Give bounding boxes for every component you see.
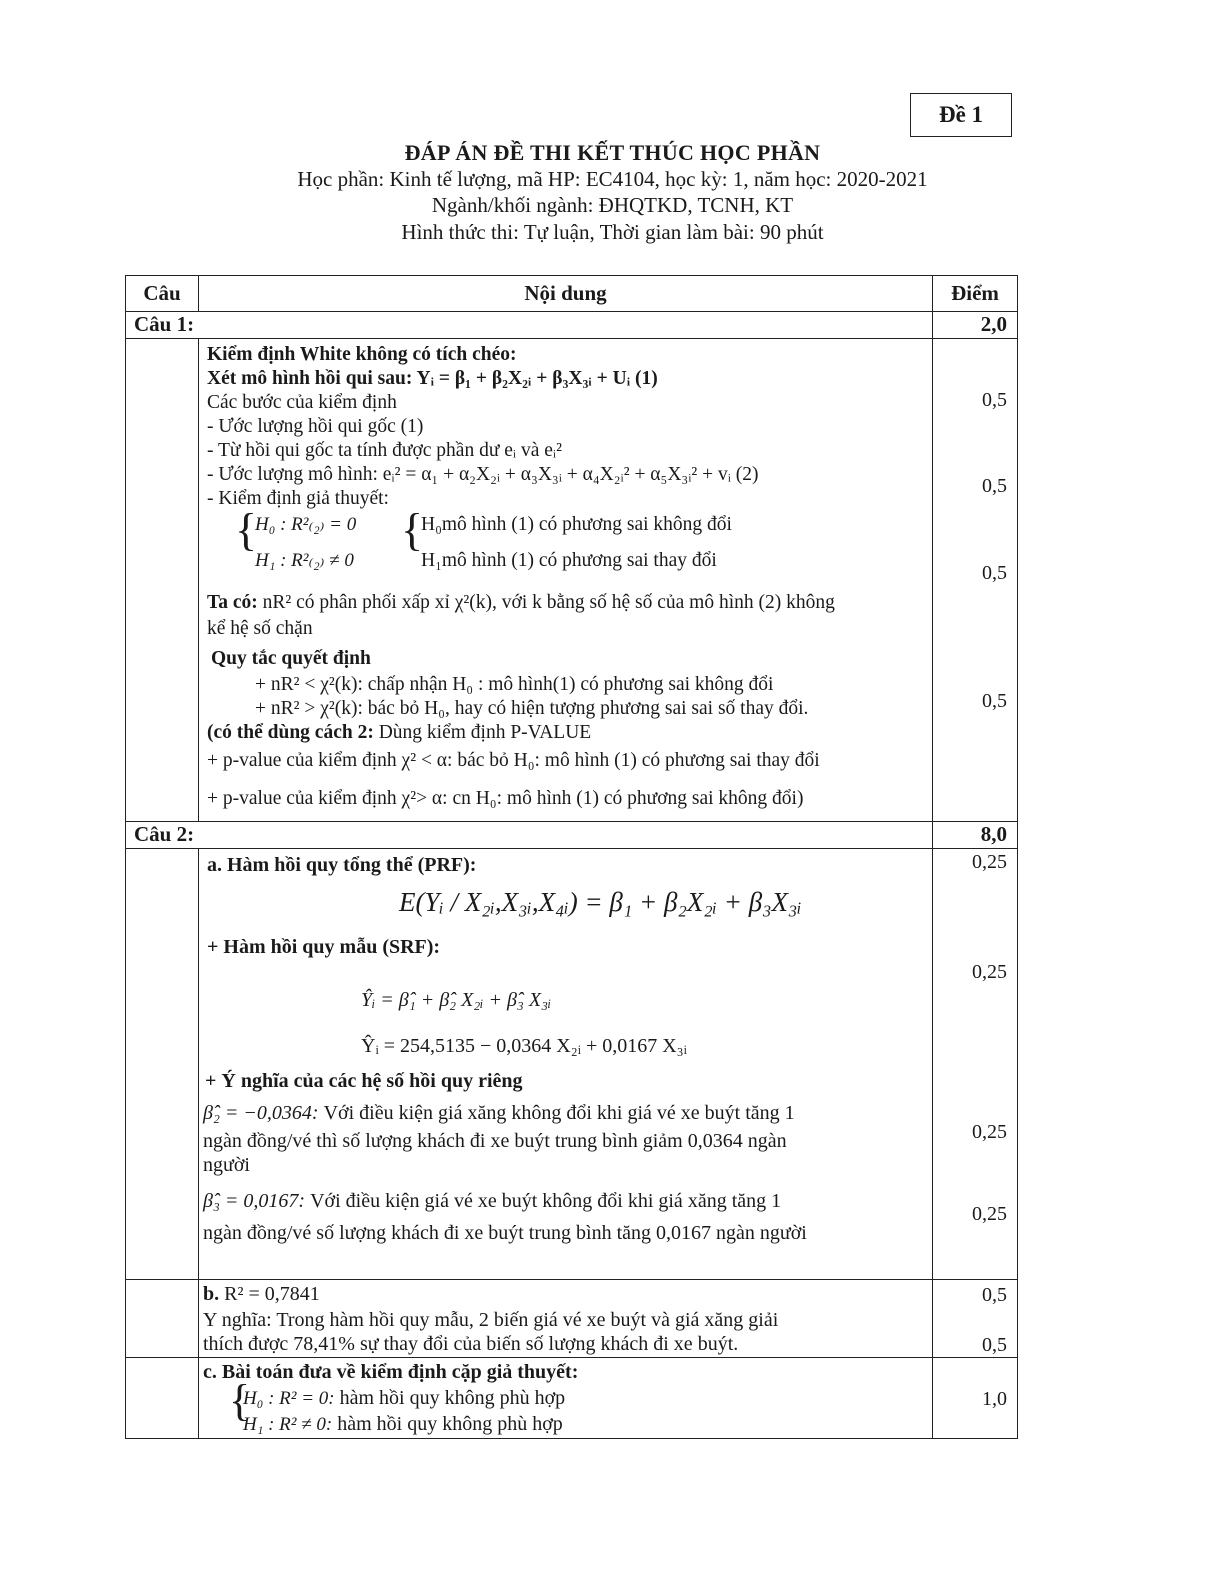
q2b-content [199,1280,933,1358]
q1-line: kể hệ số chặn [207,618,313,639]
h1-formula: H₁ : R²₍₂₎ ≠ 0 [255,550,354,571]
points-value: 0,25 [972,961,1007,983]
q2-points: 8,0 [933,822,1018,849]
q1-line: - Ước lượng mô hình: eᵢ² = α₁ + α₂X₂ᵢ + α₃X₃ᵢ + α₄X₂ᵢ² + α₅X₃ᵢ² + vᵢ (2) [207,464,759,485]
q2c-content [199,1358,933,1439]
q1-line: Xét mô hình hồi qui sau: Yᵢ = β₁ + β₂X₂ᵢ + β₃X₃ᵢ + Uᵢ (1) [207,368,658,389]
q2b-line: Y nghĩa: Trong hàm hồi quy mẫu, 2 biến giá vé xe buýt và giá xăng giải [203,1309,779,1331]
q2b-row [126,1280,1018,1358]
q2c-title: c. Bài toán đưa về kiểm định cặp giả thuyết: [203,1361,579,1383]
col-content-header: Nội dung [199,276,933,312]
c-h1-line [243,1412,563,1437]
q2c-points-cell [933,1358,1018,1439]
brace-symbol: { [401,504,424,555]
q1-line: Các bước của kiểm định [207,392,397,413]
prf-equation: E(Yᵢ / X₂ᵢ,X₃ᵢ,X₄ᵢ) = β₁ + β₂X₂ᵢ + β₃X₃ᵢ [399,887,802,917]
exam-code-box [910,93,1012,137]
q1-section-row [126,312,1018,339]
beta3-text: Với điều kiện giá vé xe buýt không đổi khi giá xăng tăng 1 [310,1190,782,1212]
q1-line: + p-value của kiểm định χ²> α: cn H₀: mô hình (1) có phương sai không đổi) [207,788,804,809]
points-value: 0,5 [982,1334,1007,1356]
q2a-points-cell [933,849,1018,1280]
col-points-header: Điểm [933,276,1018,312]
points-value: 1,0 [982,1388,1007,1410]
q2b-line [203,1282,320,1306]
q1-line: + nR² > χ²(k): bác bỏ H₀, hay có hiện tượng phương sai sai số thay đổi. [255,698,809,719]
q1-line: Kiểm định White không có tích chéo: [207,344,517,365]
points-value: 0,5 [982,562,1007,584]
q2b-r2: R² = 0,7841 [219,1283,320,1305]
srf-general: Ŷᵢ = β̂₁ + β̂₂ X₂ᵢ + β̂₃ X₃ᵢ [361,989,552,1011]
q1-label: Câu 1: [126,312,933,339]
q1-alt-text: Dùng kiểm định P-VALUE [373,722,592,743]
q2a-title: a. Hàm hồi quy tổng thể (PRF): [207,854,477,876]
beta3-eq: β̂₃ = 0,0167: [203,1190,306,1212]
q2b-line: thích được 78,41% sự thay đổi của biến số lượng khách đi xe buýt. [203,1333,739,1355]
srf-estimate: Ŷᵢ = 254,5135 − 0,0364 X₂ᵢ + 0,0167 X₃ᵢ [361,1035,687,1057]
c-h0-formula: H₀ : R² = 0: [243,1388,335,1409]
q1-line: + nR² < χ²(k): chấp nhận H₀ : mô hình(1) có phương sai không đổi [255,674,774,695]
beta2-line: người [203,1154,250,1176]
beta3-line [203,1189,781,1213]
q1-line: Quy tắc quyết định [211,648,371,669]
brace-symbol: { [229,1376,251,1425]
q1-points-cell [933,339,1018,822]
course-line: Học phần: Kinh tế lượng, mã HP: EC4104, học kỳ: 1, năm học: 2020-2021 [297,167,928,191]
h0-formula: H₀ : R²₍₂₎ = 0 [255,514,357,535]
answer-table [125,275,1018,1439]
beta2-line [203,1101,795,1125]
c-h1-formula: H₁ : R² ≠ 0: [243,1414,333,1435]
points-value: 0,25 [972,1121,1007,1143]
c-h0-line [243,1386,565,1411]
page-title: ĐÁP ÁN ĐỀ THI KẾT THÚC HỌC PHẦN [404,140,821,165]
brace-symbol: { [235,504,258,555]
q2a-row [126,849,1018,1280]
q2b-points-cell [933,1280,1018,1358]
q1-line: - Ước lượng hồi qui gốc (1) [207,416,424,437]
table-header-row [126,276,1018,312]
points-value: 0,25 [972,1203,1007,1225]
q1-ta-co: Ta có: [207,592,258,613]
c-h1-text: hàm hồi quy không phù hợp [332,1413,563,1435]
q1-line [207,721,591,745]
points-value: 0,5 [982,389,1007,411]
srf-title: + Hàm hồi quy mẫu (SRF): [207,936,441,958]
q2-section-row [126,822,1018,849]
meaning-title: + Ý nghĩa của các hệ số hồi quy riêng [205,1070,523,1092]
c-h0-text: hàm hồi quy không phù hợp [334,1387,566,1409]
q1-content-row [126,339,1018,822]
q1-content [199,339,933,822]
points-value: 0,5 [982,475,1007,497]
h1-text: H₁mô hình (1) có phương sai thay đổi [421,550,717,571]
q1-alt-label: (có thể dùng cách 2: [207,722,374,743]
q2a-content [199,849,933,1280]
format-line: Hình thức thi: Tự luận, Thời gian làm bài: 90 phút [401,220,824,244]
exam-code: Đề 1 [938,102,984,127]
q2c-row [126,1358,1018,1439]
major-line: Ngành/khối ngành: ĐHQTKD, TCNH, KT [431,193,794,217]
points-value: 0,25 [972,851,1007,873]
q1-line: - Kiểm định giả thuyết: [207,488,389,509]
q1-line: - Từ hồi qui gốc ta tính được phần dư eᵢ và eᵢ² [207,440,562,461]
q1-points: 2,0 [933,312,1018,339]
q2-label: Câu 2: [126,822,933,849]
beta2-line: ngàn đồng/vé thì số lượng khách đi xe buýt trung bình giảm 0,0364 ngàn [203,1130,787,1152]
points-value: 0,5 [982,1284,1007,1306]
q1-line [207,591,835,615]
points-value: 0,5 [982,690,1007,712]
beta2-text: Với điều kiện giá xăng không đổi khi giá vé xe buýt tăng 1 [323,1102,795,1124]
q1-line: + p-value của kiểm định χ² < α: bác bỏ H₀: mô hình (1) có phương sai thay đổi [207,750,820,771]
q1-ta-co-text: nR² có phân phối xấp xỉ χ²(k), với k bằng số hệ số của mô hình (2) không [257,592,835,613]
q2b-label: b. [203,1283,220,1305]
beta2-eq: β̂₂ = −0,0364: [203,1102,319,1124]
col-question-header: Câu [126,276,199,312]
h0-text: H₀mô hình (1) có phương sai không đổi [421,514,732,535]
beta3-line: ngàn đồng/vé số lượng khách đi xe buýt trung bình tăng 0,0167 ngàn người [203,1222,807,1244]
